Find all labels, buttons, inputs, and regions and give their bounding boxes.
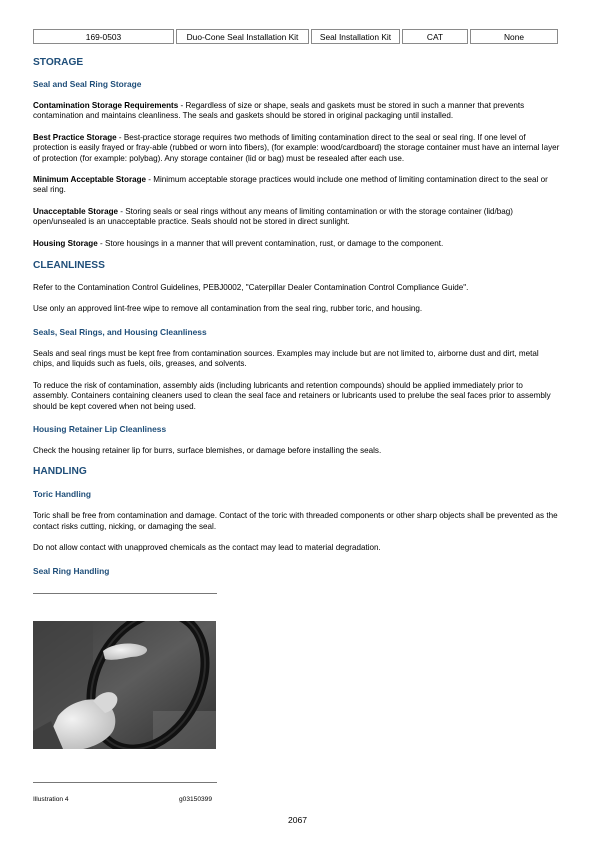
part-name-cell: Duo-Cone Seal Installation Kit	[176, 29, 309, 44]
divider	[33, 782, 217, 783]
paragraph	[33, 133, 561, 164]
paragraph	[33, 239, 561, 249]
seal-ring-photo	[33, 621, 216, 749]
paragraph: Check the housing retainer lip for burrs, surface blemishes, or damage before installing the seals.	[33, 445, 382, 455]
paragraph-label: Best Practice Storage	[33, 132, 117, 142]
seal-ring-handling-heading: Seal Ring Handling	[33, 565, 110, 576]
table-row	[33, 29, 558, 44]
paragraph: Use only an approved lint-free wipe to remove all contamination from the seal ring, rubber toric, and housing.	[33, 304, 423, 314]
paragraph-text: - Storing seals or seal rings without any means of limiting contamination or with the storage container (lid/bag) open/unsealed is an unacceptable practice. Seals should not be stored in direct sunlight.	[33, 206, 514, 227]
paragraph: Refer to the Contamination Control Guidelines, PEBJ0002, "Caterpillar Dealer Contamination Control Compliance Guide".	[33, 283, 469, 293]
toric-handling-heading: Toric Handling	[33, 489, 92, 500]
seals-cleanliness-heading: Seals, Seal Rings, and Housing Cleanliness	[33, 326, 207, 337]
paragraph-label: Minimum Acceptable Storage	[33, 175, 147, 185]
paragraph-text: - Store housings in a manner that will prevent contamination, rust, or damage to the component.	[97, 238, 444, 248]
page-number: 2067	[287, 815, 308, 825]
paragraph	[33, 101, 561, 122]
paragraph-label: Unacceptable Storage	[33, 206, 119, 216]
hands-holding-seal-ring-image	[33, 621, 216, 749]
seal-ring-storage-heading: Seal and Seal Ring Storage	[33, 79, 142, 89]
paragraph-text: - Regardless of size or shape, seals and gaskets must be stored in such a manner that prevents contamination and maintains cleanliness. The seals and gaskets should be stored in original packaging until installed.	[33, 101, 525, 121]
paragraph: Seals and seal rings must be kept free from contamination sources. Examples may include but are not limited to, airborne dust and dirt, metal chips, and liquids such as fuels, oils, greases, and solvents.	[33, 348, 539, 369]
part-number-cell: 169-0503	[33, 29, 174, 44]
paragraph-text: - Best-practice storage requires two methods of limiting contamination direct to the seal or seal ring. If one level of protection is easily frayed or fray-able (rubbed or worn into fibers), (for example: wood/cardboard) the storage container must have an internal layer of protection (for example: polybag). Any storage container (lid or bag) must be resealed after each use.	[33, 132, 560, 163]
illustration-label: Illustration 4	[33, 796, 69, 803]
paragraph-label: Housing Storage	[33, 238, 98, 248]
divider	[33, 593, 217, 594]
paragraph: To reduce the risk of contamination, assembly aids (including lubricants and retention compounds) should be applied immediately prior to assembly. Containers containing cleaners used to clean the seal face and retainers or lubricants used to prelube the seal faces prior to assembly should be kept covered when not being used.	[33, 380, 551, 411]
paragraph: Do not allow contact with unapproved chemicals as the contact may lead to material degradation.	[33, 543, 381, 553]
paragraph-text: - Minimum acceptable storage practices would include one method of limiting contamination direct to the seal or seal ring.	[33, 175, 548, 195]
housing-lip-heading: Housing Retainer Lip Cleanliness	[33, 423, 167, 434]
illustration-code: g03150399	[179, 796, 213, 803]
storage-heading: STORAGE	[33, 57, 84, 68]
parts-table	[31, 27, 560, 46]
paragraph	[33, 207, 561, 228]
paragraph-label: Contamination Storage Requirements	[33, 101, 179, 110]
handling-heading: HANDLING	[33, 466, 87, 478]
paragraph	[33, 175, 561, 196]
cleanliness-heading: CLEANLINESS	[33, 260, 105, 272]
note-cell: None	[470, 29, 558, 44]
paragraph: Toric shall be free from contamination and damage. Contact of the toric with threaded components or other sharp objects shall be prevented as the contact risks cutting, nicking, or damaging the seal.	[33, 511, 558, 531]
brand-cell: CAT	[402, 29, 468, 44]
document-page	[33, 27, 561, 783]
part-description-cell: Seal Installation Kit	[311, 29, 400, 44]
